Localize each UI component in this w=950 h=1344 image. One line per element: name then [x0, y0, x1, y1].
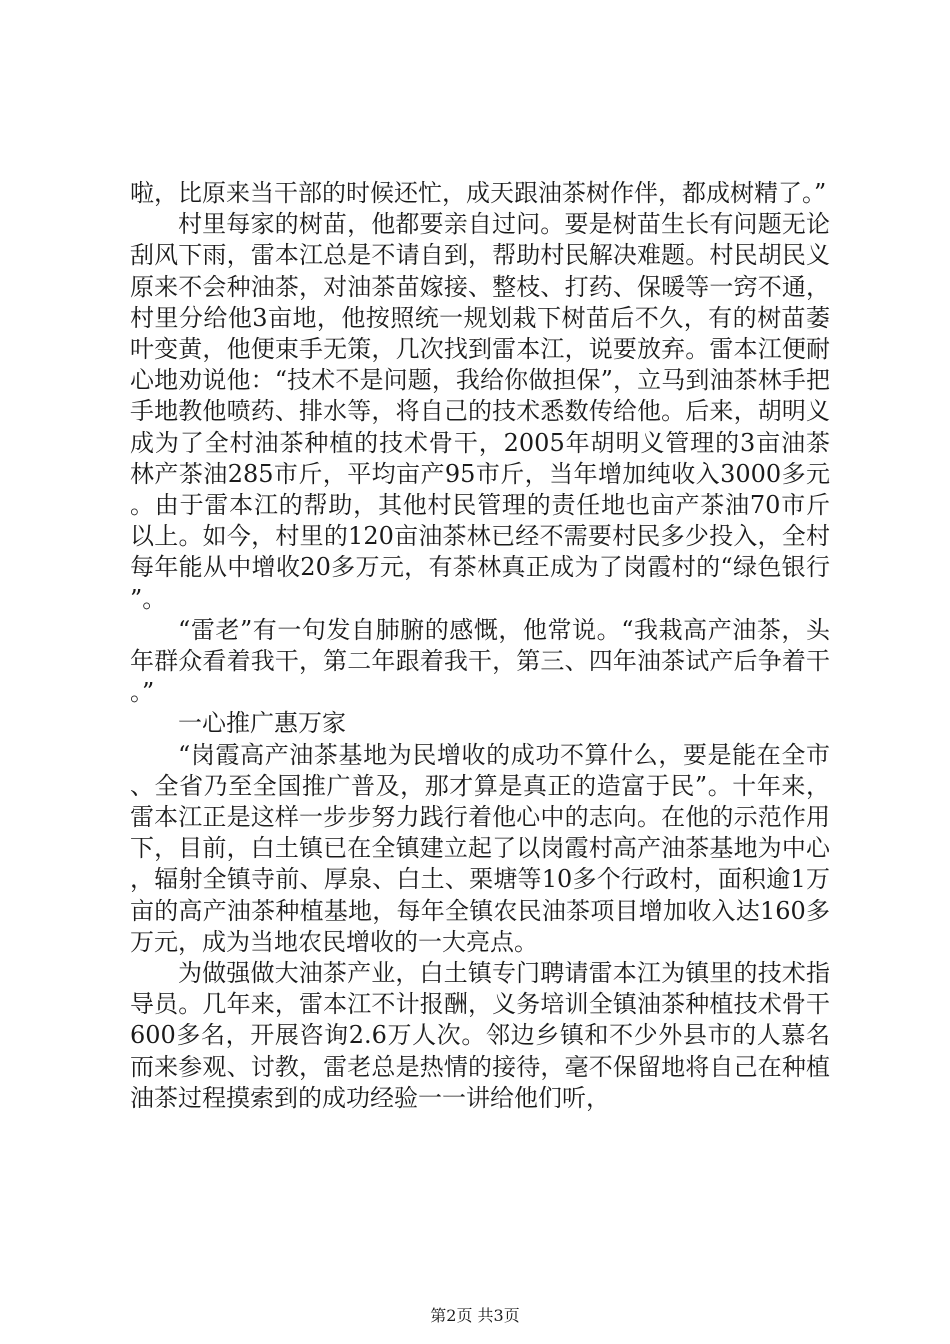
paragraph-3: “雷老”有一句发自肺腑的感慨，他常说。“我栽高产油茶，头年群众看着我干，第二年跟着我干，第三、四年油茶试产后争着干。” — [130, 615, 830, 707]
paragraph-2: 村里每家的树苗，他都要亲自过问。要是树苗生长有问题无论刮风下雨，雷本江总是不请自到，帮助村民解决难题。村民胡民义原来不会种油茶，对油茶苗嫁接、整枝、打药、保暖等一窍不通，村里分给他3亩地，他按照统一规划栽下树苗后不久，有的树苗萎叶变黄，他便束手无策，几次找到雷本江，说要放弃。雷本江便耐心地劝说他：“技术不是问题，我给你做担保”，立马到油茶林手把手地教他喷药、排水等，将自己的技术悉数传给他。后来，胡明义成为了全村油茶种植的技术骨干，2005年胡明义管理的3亩油茶林产茶油285市斤，平均亩产95市斤，当年增加纯收入3000多元。由于雷本江的帮助，其他村民管理的责任地也亩产茶油70市斤以上。如今，村里的120亩油茶林已经不需要村民多少投入，全村每年能从中增收20多万元，有茶林真正成为了岗霞村的“绿色银行”。 — [130, 210, 830, 613]
section-heading: 一心推广惠万家 — [178, 709, 346, 738]
paragraph-5: 为做强做大油茶产业，白土镇专门聘请雷本江为镇里的技术指导员。几年来，雷本江不计报酬，义务培训全镇油茶种植技术骨干600多名，开展咨询2.6万人次。邻边乡镇和不少外县市的人慕名而来参观、讨教，雷老总是热情的接待，毫不保留地将自己在种植油茶过程摸索到的成功经验一一讲给他们听， — [130, 959, 830, 1112]
page-number-footer: 第2页 共3页 — [430, 1306, 520, 1325]
document-body — [130, 178, 830, 1114]
paragraph-1: 啦，比原来当干部的时候还忙，成天跟油茶树作伴，都成树精了。” — [130, 179, 827, 207]
paragraph-4: “岗霞高产油茶基地为民增收的成功不算什么，要是能在全市、全省乃至全国推广普及，那才算是真正的造富于民”。十年来，雷本江正是这样一步步努力践行着他心中的志向。在他的示范作用下，目前，白土镇已在全镇建立起了以岗霞村高产油茶基地为中心，辐射全镇寺前、厚泉、白土、栗塘等10多个行政村，面积逾1万亩的高产油茶种植基地，每年全镇农民油茶项目增加收入达160多万元，成为当地农民增收的一大亮点。 — [130, 740, 830, 956]
